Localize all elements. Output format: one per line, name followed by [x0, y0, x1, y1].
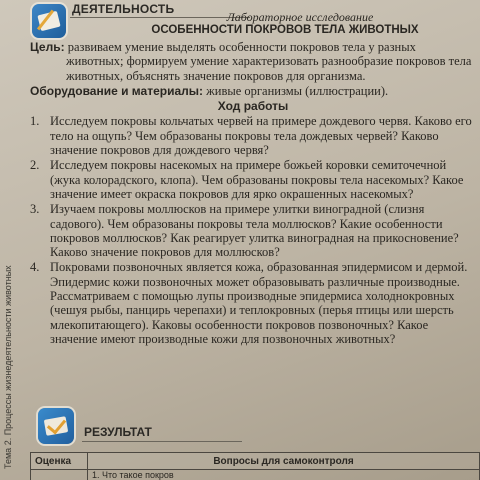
result-title: РЕЗУЛЬТАТ	[84, 425, 152, 439]
lab-subtitle: ОСОБЕННОСТИ ПОКРОВОВ ТЕЛА ЖИВОТНЫХ	[151, 24, 419, 36]
steps-list	[30, 114, 476, 346]
goal-paragraph	[30, 40, 476, 83]
table-header-row	[31, 453, 480, 470]
step-number: 2.	[30, 158, 40, 173]
step-number: 1.	[30, 114, 40, 129]
step-item	[30, 158, 476, 201]
work-heading: Ход работы	[217, 99, 289, 114]
step-item	[30, 114, 476, 157]
materials-paragraph	[30, 84, 476, 98]
step-text: Покровами позвоночных является кожа, образованная эпидермисом и дермой. Эпидермис кожи позвоночных может образовывать различные производные. Рассматриваем с помощью лупы производные эпидермиса холоднокровных (чешуя рыбы, панцирь черепахи) и теплокровных (перья птицы или шерсть млекопитающего). Каковы особенности покровов позвоночных? Какое значение имеют производные кожи для позвоночных животных?	[50, 260, 468, 346]
step-item	[30, 202, 476, 259]
margin-topic-label: Тема 2. Процессы жизнедеятельности животных	[3, 265, 13, 469]
materials-text: живые организмы (иллюстрации).	[206, 83, 389, 98]
result-title-underline	[82, 441, 242, 442]
step-number: 3.	[30, 202, 40, 217]
lab-title: Лабораторное исследование	[226, 10, 374, 24]
step-text: Исследуем покровы насекомых на примере божьей коровки семиточечной (жука колорадского, клопа). Чем образованы покровы тела насекомых? Какое значение имеет окраска покровов для ярко окрашенных насекомых?	[50, 158, 464, 201]
step-number: 4.	[30, 260, 40, 275]
table-row	[31, 470, 480, 480]
question-cell: 1. Что такое покров	[88, 470, 480, 480]
lab-body	[30, 40, 476, 347]
goal-text: развиваем умение выделять особенности покровов тела у разных животных; формируем умение характеризовать разнообразие покровов тела животных, объяснять значение покровов для организма.	[66, 40, 472, 83]
section-title: ДЕЯТЕЛЬНОСТЬ	[72, 2, 175, 16]
goal-label: Цель:	[30, 40, 65, 54]
step-item	[30, 260, 476, 346]
questions-column-header: Вопросы для самоконтроля	[88, 453, 480, 470]
step-text: Исследуем покровы кольчатых червей на примере дождевого червя. Каково его тело на ощупь? Чем образованы покровы тела дождевых червей? Каково значение покровов для дождевого червя?	[50, 114, 472, 158]
self-check-table	[30, 452, 480, 480]
grade-column-header: Оценка	[31, 453, 88, 470]
step-text: Изучаем покровы моллюсков на примере улитки виноградной (слизня садового). Чем образованы покровы тела моллюсков? Какие особенности покровов моллюсков? Как реагирует улитка виноградная на прикосновение? Каково значение покровов для моллюсков?	[50, 202, 459, 260]
materials-label: Оборудование и материалы:	[30, 83, 203, 98]
result-section-icon	[38, 408, 74, 444]
grade-cell	[31, 470, 88, 480]
